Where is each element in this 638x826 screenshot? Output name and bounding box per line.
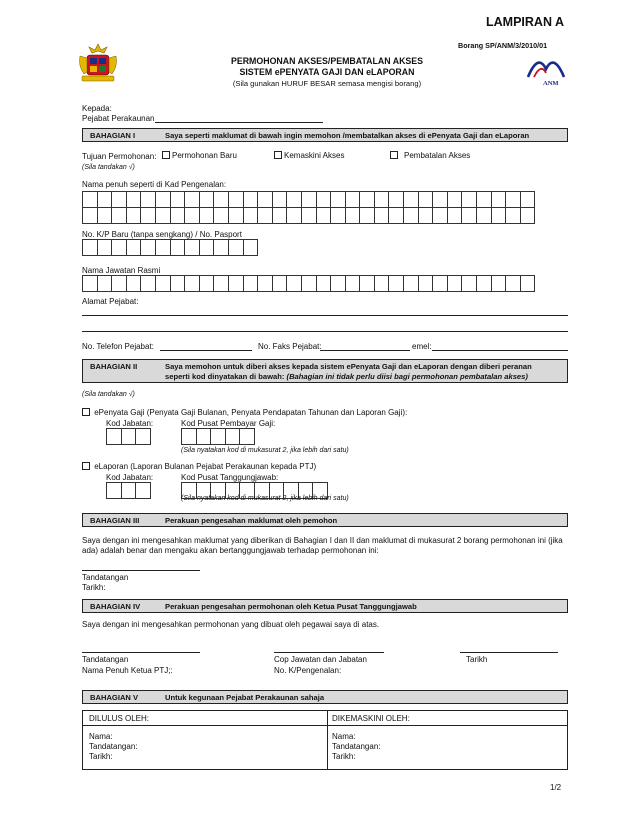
tandatangan-pemohon-line[interactable] xyxy=(82,570,200,571)
tandatangan-label: Tandatangan: xyxy=(89,742,138,751)
section-code: BAHAGIAN III xyxy=(90,516,140,525)
option-permohonan-baru[interactable] xyxy=(162,151,237,160)
kp-pasport-label: No. K/P Baru (tanpa sengkang) / No. Pasport xyxy=(82,230,242,239)
nyatakan-note-2: (Sila nyatakan kod di mukasurat 2, jika lebih dari satu) xyxy=(181,495,349,502)
dikemaskini-box xyxy=(327,710,568,770)
nama-label: Nama: xyxy=(332,732,356,741)
tandakan-note-2: (Sila tandakan √) xyxy=(82,391,135,398)
option-elaporan[interactable] xyxy=(82,462,316,471)
perakuan-text-line1: Saya dengan ini mengesahkan maklumat yang diberikan di Bahagian I dan II dan maklumat di mukasurat 2 borang permohonan ini (jika xyxy=(82,536,563,545)
tandatangan-ketua-line[interactable] xyxy=(82,652,200,653)
kod-jabatan-label-2: Kod Jabatan: xyxy=(106,473,154,482)
kepada-label: Kepada: xyxy=(82,104,112,113)
section-title-line1: Saya memohon untuk diberi akses kepada sistem ePenyata Gaji dan eLaporan dengan diberi peranan xyxy=(165,362,532,371)
option-pembatalan-akses[interactable] xyxy=(390,151,470,160)
form-title-line1: PERMOHONAN AKSES/PEMBATALAN AKSES xyxy=(230,56,424,66)
alamat-pejabat-label: Alamat Pejabat: xyxy=(82,297,139,306)
kod-jabatan-boxes-1[interactable] xyxy=(106,428,150,445)
emel-field[interactable] xyxy=(432,350,568,351)
tandakan-note: (Sila tandakan √) xyxy=(82,164,135,171)
diluluskan-label: DILULUS OLEH: xyxy=(89,714,150,723)
option-kemaskini-akses[interactable] xyxy=(274,151,344,160)
coat-of-arms-logo xyxy=(76,42,120,84)
section-title: Untuk kegunaan Pejabat Perakaunan sahaja xyxy=(165,693,325,702)
pejabat-perakaunan-label: Pejabat Perakaunan xyxy=(82,114,155,123)
kod-jabatan-boxes-2[interactable] xyxy=(106,482,150,499)
nama-label: Nama: xyxy=(89,732,113,741)
section-bahagian-2-header xyxy=(82,359,568,383)
pengesahan-ketua-text: Saya dengan ini mengesahkan permohonan yang dibuat oleh pegawai saya di atas. xyxy=(82,620,380,629)
cop-jawatan-line[interactable] xyxy=(274,652,384,653)
checkbox-kemaskini-akses[interactable] xyxy=(274,151,282,159)
faks-pejabat-field[interactable] xyxy=(320,350,410,351)
no-kp-label: No. K/Pengenalan: xyxy=(274,666,342,675)
tarikh-label: Tarikh: xyxy=(89,752,113,761)
option-label: eLaporan (Laporan Bulanan Pejabat Perakaunan kepada PTJ) xyxy=(94,462,317,471)
option-label: Permohonan Baru xyxy=(172,151,237,160)
kod-jabatan-label-1: Kod Jabatan: xyxy=(106,419,154,428)
tandatangan-label: Tandatangan xyxy=(82,573,129,582)
tarikh-label: Tarikh xyxy=(466,655,488,664)
tandatangan-label: Tandatangan xyxy=(82,655,129,664)
section-code: BAHAGIAN II xyxy=(90,362,138,371)
option-label: Kemaskini Akses xyxy=(284,151,345,160)
cop-jawatan-label: Cop Jawatan dan Jabatan xyxy=(274,655,367,664)
option-label: Pembatalan Akses xyxy=(404,151,471,160)
lampiran-label: LAMPIRAN A xyxy=(486,15,565,29)
checkbox-pembatalan-akses[interactable] xyxy=(390,151,398,159)
nama-penuh-label: Nama penuh seperti di Kad Pengenalan: xyxy=(82,180,227,189)
kod-pusat-pembayar-boxes[interactable] xyxy=(181,428,254,445)
section-bahagian-1-header xyxy=(82,128,568,142)
section-code: BAHAGIAN IV xyxy=(90,602,141,611)
tarikh-label: Tarikh: xyxy=(332,752,356,761)
perakuan-text-line2: ada) adalah benar dan mengaku akan bertanggungjawab terhadap permohonan ini: xyxy=(82,546,379,555)
page-number: 1/2 xyxy=(550,783,562,792)
jawatan-rasmi-boxes[interactable] xyxy=(82,275,534,292)
diluluskan-box xyxy=(82,710,328,770)
form-number: Borang SP/ANM/3/2010/01 xyxy=(458,41,548,50)
checkbox-elaporan[interactable] xyxy=(82,462,90,470)
dikemaskini-label: DIKEMASKINI OLEH: xyxy=(332,714,410,723)
kp-pasport-boxes[interactable] xyxy=(82,239,257,256)
nyatakan-note-1: (Sila nyatakan kod di mukasurat 2, jika lebih dari satu) xyxy=(181,447,349,454)
form-title-line2: SISTEM ePENYATA GAJI DAN eLAPORAN xyxy=(239,67,415,77)
section-code: BAHAGIAN I xyxy=(90,131,136,140)
kod-pusat-pembayar-label: Kod Pusat Pembayar Gaji: xyxy=(181,419,276,428)
alamat-line-2[interactable] xyxy=(82,331,568,332)
section-title-line2: seperti kod dinyatakan di bawah: (Bahagian ini tidak perlu diisi bagi permohonan pembatalan akses) xyxy=(165,372,528,381)
nama-ketua-ptj-label: Nama Penuh Ketua PTJ;: xyxy=(82,666,173,675)
section-title: Perakuan pengesahan maklumat oleh pemohon xyxy=(165,516,338,525)
option-epenyata-gaji[interactable] xyxy=(82,408,407,417)
jawatan-rasmi-label: Nama Jawatan Rasmi xyxy=(82,266,161,275)
telefon-pejabat-label: No. Telefon Pejabat: xyxy=(82,342,154,351)
alamat-line-1[interactable] xyxy=(82,315,568,316)
anm-logo-text: ANM xyxy=(543,80,559,87)
tarikh-label: Tarikh: xyxy=(82,583,106,592)
option-label: ePenyata Gaji (Penyata Gaji Bulanan, Penyata Pendapatan Tahunan dan Laporan Gaji): xyxy=(94,408,408,417)
emel-label: emel: xyxy=(412,342,432,351)
nama-penuh-row-2[interactable] xyxy=(82,207,534,224)
section-title: Saya seperti maklumat di bawah ingin memohon /membatalkan akses di ePenyata Gaji dan eLaporan xyxy=(165,131,530,140)
telefon-pejabat-field[interactable] xyxy=(160,350,252,351)
section-title: Perakuan pengesahan permohonan oleh Ketua Pusat Tanggungjawab xyxy=(165,602,417,611)
checkbox-epenyata-gaji[interactable] xyxy=(82,408,90,416)
section-bahagian-4-header xyxy=(82,599,568,613)
kod-pusat-tanggungjawab-label: Kod Pusat Tanggungjawab: xyxy=(181,473,279,482)
pejabat-perakaunan-field[interactable] xyxy=(155,122,323,123)
checkbox-permohonan-baru[interactable] xyxy=(162,151,170,159)
form-subtitle: (Sila gunakan HURUF BESAR semasa mengisi borang) xyxy=(232,79,422,88)
section-bahagian-3-header xyxy=(82,513,568,527)
faks-pejabat-label: No. Faks Pejabat: xyxy=(258,342,322,351)
nama-penuh-row-1[interactable] xyxy=(82,191,534,208)
section-bahagian-5-header xyxy=(82,690,568,704)
section-code: BAHAGIAN V xyxy=(90,693,139,702)
tujuan-permohonan-label: Tujuan Permohonan: xyxy=(82,152,157,161)
tarikh-ketua-line[interactable] xyxy=(460,652,558,653)
tandatangan-label: Tandatangan: xyxy=(332,742,381,751)
